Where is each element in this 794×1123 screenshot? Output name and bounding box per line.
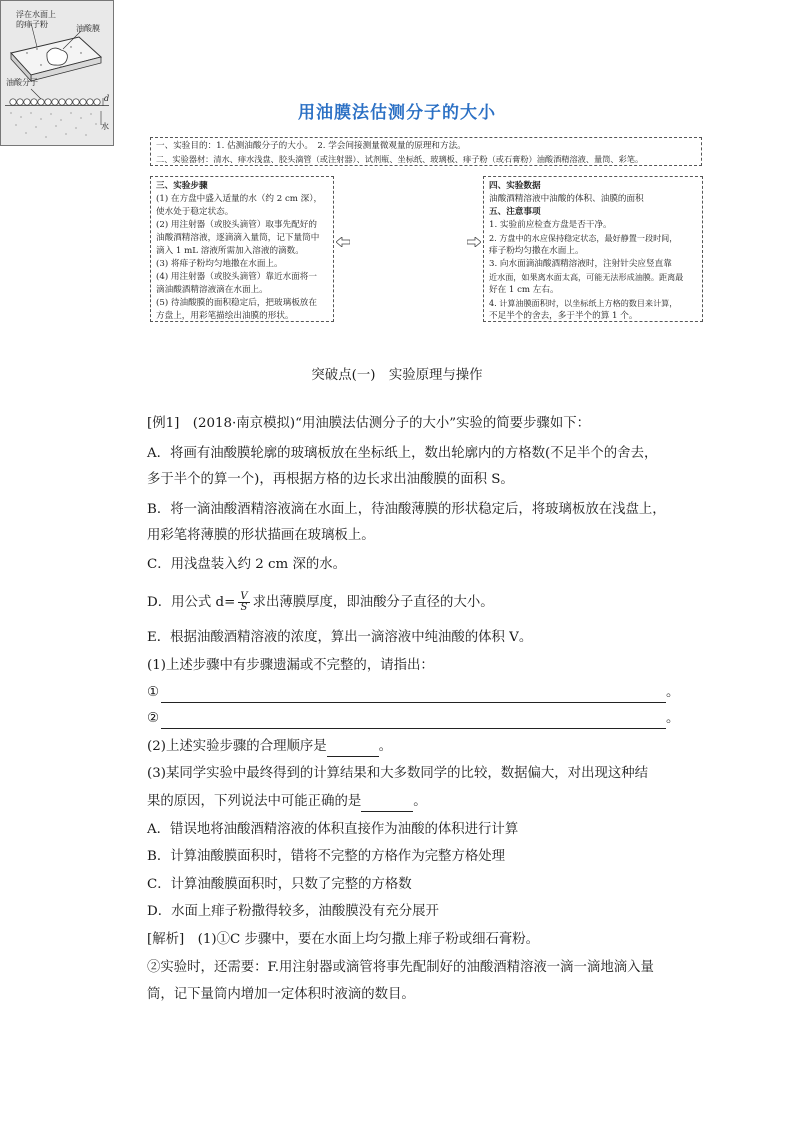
- arrow-left-icon: [336, 237, 350, 247]
- chart-step-line: 滴入 1 mL 溶液所需加入溶液的滴数。: [156, 246, 304, 256]
- question-3-line-1: (3)某同学实验中最终得到的计算结果和大多数同学的比较，数据偏大，对出现这种结: [147, 766, 649, 781]
- step-d: [147, 592, 494, 613]
- option-a: A．错误地将油酸酒精溶液的体积直接作为油酸的体积进行计算: [147, 822, 519, 837]
- answer-2-marker: ②: [147, 711, 160, 726]
- chart-steps-box: [150, 176, 334, 322]
- answer-line-1: [147, 683, 679, 703]
- chart-step-line: (5) 待油酸膜的面积稳定后，把玻璃板放在: [156, 298, 317, 308]
- chart-note-line: 不足半个的舍去，多于半个的算 1 个。: [489, 311, 638, 321]
- step-d-prefix: D．用公式 d=: [147, 595, 236, 610]
- question-3-blank[interactable]: [361, 797, 413, 812]
- chart-step-line: (1) 在方盘中盛入适量的水（约 2 cm 深），: [156, 194, 323, 204]
- chart-step-line: (4) 用注射器（或胶头滴管）靠近水面将一: [156, 272, 317, 282]
- answer-blank-2[interactable]: [161, 714, 666, 729]
- answer-2-period: 。: [666, 711, 680, 726]
- option-d: D．水面上痱子粉撒得较多，油酸膜没有充分展开: [147, 904, 439, 919]
- label-water: 水: [101, 122, 109, 131]
- step-d-suffix: 求出薄膜厚度，即油酸分子直径的大小。: [252, 595, 494, 610]
- answer-blank-1[interactable]: [161, 688, 666, 703]
- chart-step-line: 方盘上，用彩笔描绘出油膜的形状。: [156, 311, 294, 321]
- answer-line-2: [147, 709, 679, 729]
- question-3-text: 果的原因，下列说法中可能正确的是: [147, 794, 362, 809]
- option-c: C．计算油酸膜面积时，只数了完整的方格数: [147, 877, 412, 892]
- chart-note-line: 2. 方盘中的水应保持稳定状态，最好静置一段时间，: [489, 233, 678, 243]
- chart-top-line-1: 一、实验目的：1. 估测油酸分子的大小。 2. 学会间接测量微观量的原理和方法。: [156, 141, 466, 151]
- question-2-text: (2)上述实验步骤的合理顺序是: [147, 739, 327, 754]
- formula-fraction: [238, 592, 249, 613]
- question-2-blank[interactable]: [327, 742, 379, 757]
- chart-note-line: 4. 计算油膜面积时，以坐标纸上方格的数目来计算，: [489, 298, 678, 308]
- chart-note-line: 痱子粉均匀撒在水面上。: [489, 246, 584, 256]
- answer-1-marker: ①: [147, 685, 160, 700]
- fraction-numerator: V: [240, 591, 248, 602]
- chart-note-line: 1. 实验前应检查方盘是否干净。: [489, 220, 612, 230]
- chart-notes-title: 五、注意事项: [489, 207, 541, 217]
- chart-note-line: 好在 1 cm 左右。: [489, 285, 559, 295]
- chart-step-line: 滴油酸酒精溶液滴在水面上。: [156, 285, 268, 295]
- question-2-period: 。: [378, 739, 393, 754]
- chart-top-line-2: 二、实验器材：清水、痱水浅盘、胶头滴管（或注射器）、试剂瓶、坐标纸、玻璃板、痱子粉（或石膏粉）油酸酒精溶液、量筒、彩笔。: [156, 154, 644, 164]
- example-intro: [例1] (2018·南京模拟)“用油膜法估测分子的大小”实验的简要步骤如下：: [147, 416, 590, 431]
- chart-data-box: [483, 176, 703, 322]
- chart-step-line: (2) 用注射器（或胶头滴管）取事先配好的: [156, 220, 317, 230]
- step-e: E．根据油酸酒精溶液的浓度，算出一滴溶液中纯油酸的体积 V。: [147, 630, 533, 645]
- step-c: C．用浅盘装入约 2 cm 深的水。: [147, 557, 347, 572]
- question-2: [147, 737, 392, 757]
- chart-top-box: [150, 137, 702, 166]
- label-powder: 浮在水面上 的痱子粉: [16, 10, 56, 29]
- question-1: (1)上述步骤中有步骤遗漏或不完整的，请指出：: [147, 658, 434, 673]
- chart-step-line: (3) 将痱子粉均匀地撒在水面上。: [156, 259, 283, 269]
- arrow-right-icon: [467, 237, 481, 247]
- chart-note-line: 近水面，如果离水面太高，可能无法形成油膜。距离最: [489, 272, 684, 282]
- chart-step-line: 油酸酒精溶液，逐滴滴入量筒，记下量筒中: [156, 233, 320, 243]
- question-3-period: 。: [413, 794, 427, 809]
- chart-step-line: 使水处于稳定状态。: [156, 207, 234, 217]
- step-a-line-1: A．将画有油酸膜轮廓的玻璃板放在坐标纸上，数出轮廓内的方格数(不足半个的舍去，: [147, 446, 658, 461]
- chart-steps-title: 三、实验步骤: [156, 181, 208, 191]
- experiment-illustration: [0, 0, 114, 146]
- chart-data-title: 四、实验数据: [489, 181, 541, 191]
- analysis-line-3: 筒，记下量筒内增加一定体积时液滴的数目。: [147, 987, 415, 1002]
- option-b: B．计算油酸膜面积时，错将不完整的方格作为完整方格处理: [147, 849, 505, 864]
- question-3-line-2: [147, 792, 427, 812]
- fraction-denominator: S: [240, 602, 248, 613]
- label-d: d: [104, 94, 110, 103]
- analysis-line-1: [解析] (1)①C 步骤中，要在水面上均匀撒上痱子粉或细石膏粉。: [147, 932, 540, 947]
- step-a-line-2: 多于半个的算一个)，再根据方格的边长求出油酸膜的面积 S。: [147, 472, 514, 487]
- step-b-line-1: B．将一滴油酸酒精溶液滴在水面上，待油酸薄膜的形状稳定后，将玻璃板放在浅盘上，: [147, 502, 666, 517]
- answer-1-period: 。: [666, 685, 680, 700]
- chart-note-line: 3. 向水面滴油酸酒精溶液时，注射针尖应竖直靠: [489, 259, 672, 269]
- section-heading: 突破点(一) 实验原理与操作: [311, 368, 483, 383]
- step-b-line-2: 用彩笔将薄膜的形状描画在玻璃板上。: [147, 528, 375, 543]
- chart-data-line: 油酸酒精溶液中油酸的体积、油膜的面积: [489, 194, 644, 204]
- label-molecule: 油酸分子: [6, 78, 38, 87]
- analysis-line-2: ②实验时，还需要：F.用注射器或滴管将事先配制好的油酸酒精溶液一滴一滴地滴入量: [147, 960, 654, 975]
- page-title: 用油膜法估测分子的大小: [298, 103, 496, 123]
- label-film: 油酸膜: [76, 24, 100, 33]
